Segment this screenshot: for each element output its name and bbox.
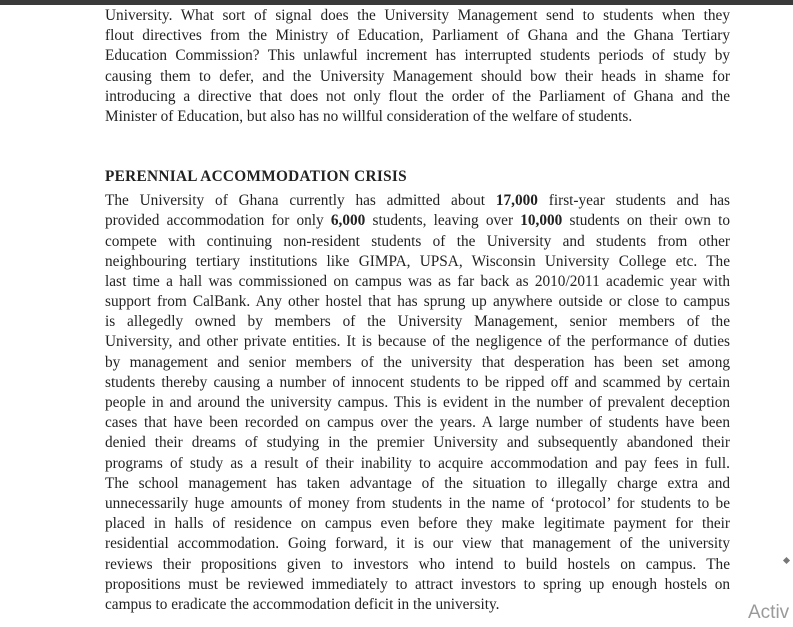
text-line: programs of study as a result of their inability to acquire accommodation and pay fees in full. (105, 454, 730, 472)
text-line: last time a hall was commissioned on campus was as far back as 2010/2011 academic year with (105, 272, 730, 290)
text-line: Education Commission? This unlawful increment has interrupted students periods of study by (105, 47, 730, 65)
text-line: causing them to defer, and the University Management should bow their heads in shame for (105, 67, 730, 85)
text-line: Minister of Education, but also has no willful consideration of the welfare of students. (105, 107, 633, 125)
text-line: University. What sort of signal does the University Management send to students when they (105, 7, 730, 24)
text-line: by management and senior members of the university that desperation has been set among (105, 353, 730, 371)
text-line: introducing a directive that does not only flout the order of the Parliament of Ghana and the (105, 87, 730, 105)
text-run: first-year students and has (537, 192, 730, 210)
section-heading: PERENNIAL ACCOMMODATION CRISIS (105, 168, 407, 186)
text-line (105, 211, 730, 231)
text-run: The University of Ghana currently has admitted about (105, 192, 496, 210)
scan-speck (783, 557, 790, 564)
text-line: support from CalBank. Any other hostel that has sprung up anywhere outside or close to campus (105, 293, 730, 311)
bold-number: 17,000 (495, 192, 538, 210)
text-line: students thereby causing a number of innocent students to be ripped off and scammed by certain (105, 373, 730, 391)
text-line: University, and other private entities. It is because of the negligence of the performance of duties (105, 333, 730, 351)
text-line: is allegedly owned by members of the University Management, senior members of the (105, 313, 730, 331)
text-line: propositions must be reviewed immediately to attract investors to spring up enough hostels on (105, 575, 730, 593)
text-line: neighbouring tertiary institutions like GIMPA, UPSA, Wisconsin University College etc. The (105, 252, 730, 270)
text-line: placed in halls of residence on campus even before they make legitimate payment for their (105, 515, 730, 533)
text-line: reviews their propositions given to investors who intend to build hostels on campus. The (105, 555, 730, 573)
bold-number: 10,000 (520, 212, 563, 230)
text-line: people in and around the university campus. This is evident in the number of prevalent deception (105, 394, 730, 411)
text-line: campus to eradicate the accommodation deficit in the university. (105, 595, 500, 613)
text-line: denied their dreams of studying in the premier University and subsequently abandoned their (105, 434, 730, 452)
text-run: students on their own to (562, 212, 730, 230)
text-line: The school management has taken advantage of the situation to illegally charge extra and (105, 474, 730, 492)
text-run: students, leaving over (365, 212, 521, 230)
intro-paragraph (105, 6, 730, 127)
body-paragraph (105, 191, 730, 615)
bold-number: 6,000 (330, 212, 366, 230)
text-line (105, 191, 730, 211)
text-line: residential accommodation. Going forward, it is our view that management of the university (105, 535, 730, 553)
activation-watermark: Activ (748, 602, 790, 623)
text-line: compete with continuing non-resident students of the University and students from other (105, 232, 730, 250)
text-line: unnecessarily huge amounts of money from students in the name of ‘protocol’ for students to be (105, 494, 730, 512)
top-edge-bar (0, 0, 793, 5)
text-run: provided accommodation for only (105, 212, 331, 230)
document-page (105, 6, 730, 615)
text-line: flout directives from the Ministry of Education, Parliament of Ghana and the Ghana Tertiary (105, 27, 730, 45)
text-line: cases that have been recorded on campus over the years. A large number of students have been (105, 414, 730, 432)
